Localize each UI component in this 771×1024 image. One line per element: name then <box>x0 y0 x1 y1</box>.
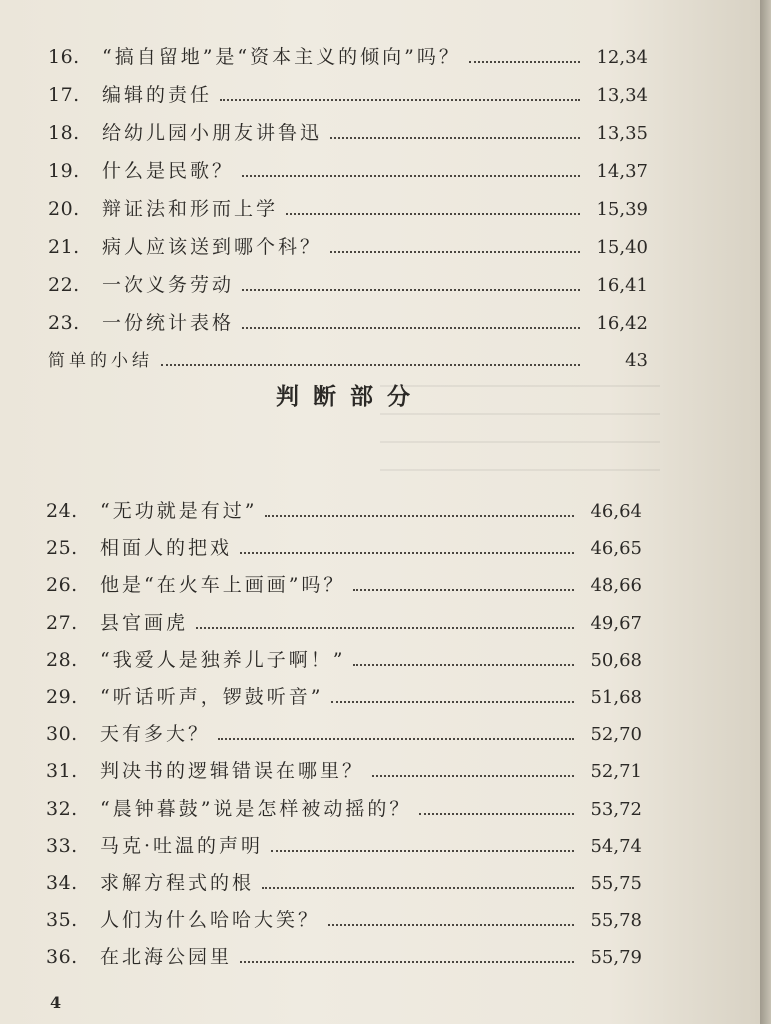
toc-entry <box>46 719 642 756</box>
entry-page: 13,35 <box>596 123 648 144</box>
book-edge <box>760 0 771 1024</box>
toc-entry <box>48 232 648 270</box>
entry-title: 求解方程式的根 <box>100 871 255 894</box>
dot-leader <box>469 61 580 63</box>
dot-leader <box>271 850 574 852</box>
toc-entry <box>48 194 648 232</box>
dot-leader <box>328 924 574 926</box>
entry-number: 29. <box>46 685 78 708</box>
entry-page: 55,79 <box>590 947 642 969</box>
dot-leader <box>242 175 580 177</box>
entry-number: 22. <box>48 274 80 296</box>
page-number: 4 <box>50 993 62 1012</box>
entry-number: 30. <box>46 723 78 746</box>
summary-title: 简单的小结 <box>48 351 153 371</box>
dot-leader <box>419 813 574 815</box>
toc-entry <box>46 794 642 831</box>
dot-leader <box>161 364 580 366</box>
entry-page: 15,39 <box>596 199 648 220</box>
entry-page: 52,71 <box>590 761 642 783</box>
entry-page: 51,68 <box>590 686 642 708</box>
dot-leader <box>242 289 580 291</box>
entry-title: 他是“在火车上画画”吗？ <box>100 574 346 597</box>
entry-title: “搞自留地”是“资本主义的倾向”吗？ <box>102 46 461 68</box>
entry-number: 23. <box>48 312 80 334</box>
entry-number: 17. <box>48 84 80 106</box>
entry-page: 55,75 <box>590 872 642 894</box>
entry-title: 辩证法和形而上学 <box>102 198 279 220</box>
toc-entry <box>46 608 642 645</box>
dot-leader <box>265 515 574 517</box>
entry-number: 28. <box>46 648 78 671</box>
toc-entry <box>46 942 642 979</box>
section-heading: 判断部分 <box>276 383 424 410</box>
entry-page: 13,34 <box>596 85 648 106</box>
toc-entry <box>48 156 648 194</box>
dot-leader <box>196 627 574 629</box>
entry-number: 35. <box>46 909 78 932</box>
entry-number: 25. <box>46 537 78 560</box>
entry-page: 48,66 <box>590 575 642 597</box>
dot-leader <box>220 99 580 101</box>
entry-page: 50,68 <box>590 649 642 671</box>
entry-title: 相面人的把戏 <box>100 537 233 560</box>
toc-entry <box>48 308 648 346</box>
toc-part-1 <box>48 42 648 384</box>
summary-page: 43 <box>625 350 648 371</box>
entry-number: 34. <box>46 871 78 894</box>
entry-number: 24. <box>46 500 78 522</box>
entry-title: 判决书的逻辑错误在哪里？ <box>100 760 365 783</box>
entry-page: 49,67 <box>590 612 642 634</box>
entry-page: 53,72 <box>590 798 642 820</box>
entry-title: “听话听声，锣鼓听音” <box>100 685 324 708</box>
dot-leader <box>262 887 574 889</box>
toc-part-2 <box>46 496 642 979</box>
entry-title: 病人应该送到哪个科？ <box>102 236 323 258</box>
entry-title: 给幼儿园小朋友讲鲁迅 <box>102 122 323 144</box>
toc-entry <box>48 42 648 80</box>
dot-leader <box>331 701 574 703</box>
toc-entry <box>46 831 642 868</box>
dot-leader <box>372 775 574 777</box>
toc-entry <box>46 905 642 942</box>
toc-entry <box>46 496 642 533</box>
toc-entry <box>46 570 642 607</box>
toc-entry <box>46 868 642 905</box>
entry-number: 31. <box>46 760 78 783</box>
entry-number: 32. <box>46 797 78 820</box>
entry-number: 21. <box>48 236 80 258</box>
entry-page: 52,70 <box>590 724 642 746</box>
toc-entry <box>46 533 642 570</box>
entry-number: 27. <box>46 611 78 634</box>
entry-title: “我爱人是独养儿子啊！” <box>100 648 346 671</box>
entry-title: 人们为什么哈哈大笑？ <box>100 909 321 932</box>
entry-page: 46,65 <box>590 538 642 560</box>
dot-leader <box>218 738 574 740</box>
entry-title: 县官画虎 <box>100 611 189 634</box>
entry-number: 36. <box>46 946 78 969</box>
dot-leader <box>240 552 574 554</box>
entry-page: 12,34 <box>596 47 648 68</box>
entry-title: 编辑的责任 <box>102 84 213 106</box>
entry-page: 46,64 <box>590 501 642 522</box>
entry-page: 14,37 <box>596 161 648 182</box>
entry-number: 20. <box>48 198 80 220</box>
toc-entry <box>48 118 648 156</box>
dot-leader <box>353 664 574 666</box>
toc-entry <box>48 80 648 118</box>
entry-page: 54,74 <box>590 835 642 857</box>
entry-title: 一份统计表格 <box>102 312 235 334</box>
entry-number: 33. <box>46 834 78 857</box>
toc-entry <box>46 756 642 793</box>
dot-leader <box>240 961 574 963</box>
entry-title: “晨钟暮鼓”说是怎样被动摇的？ <box>100 797 412 820</box>
entry-page: 55,78 <box>590 910 642 932</box>
dot-leader <box>330 251 580 253</box>
entry-page: 15,40 <box>596 237 648 258</box>
entry-title: 一次义务劳动 <box>102 274 235 296</box>
entry-number: 18. <box>48 122 80 144</box>
toc-entry <box>48 270 648 308</box>
entry-number: 26. <box>46 574 78 597</box>
toc-entry <box>46 645 642 682</box>
entry-page: 16,41 <box>596 275 648 296</box>
dot-leader <box>286 213 580 215</box>
entry-title: 天有多大？ <box>100 723 211 746</box>
toc-entry <box>46 682 642 719</box>
entry-title: “无功就是有过” <box>100 500 258 522</box>
entry-page: 16,42 <box>596 313 648 334</box>
dot-leader <box>330 137 580 139</box>
entry-title: 什么是民歌？ <box>102 160 235 182</box>
entry-title: 马克·吐温的声明 <box>100 834 264 857</box>
dot-leader <box>353 589 574 591</box>
entry-title: 在北海公园里 <box>100 946 233 969</box>
entry-number: 19. <box>48 160 80 182</box>
entry-number: 16. <box>48 46 80 68</box>
dot-leader <box>242 327 580 329</box>
